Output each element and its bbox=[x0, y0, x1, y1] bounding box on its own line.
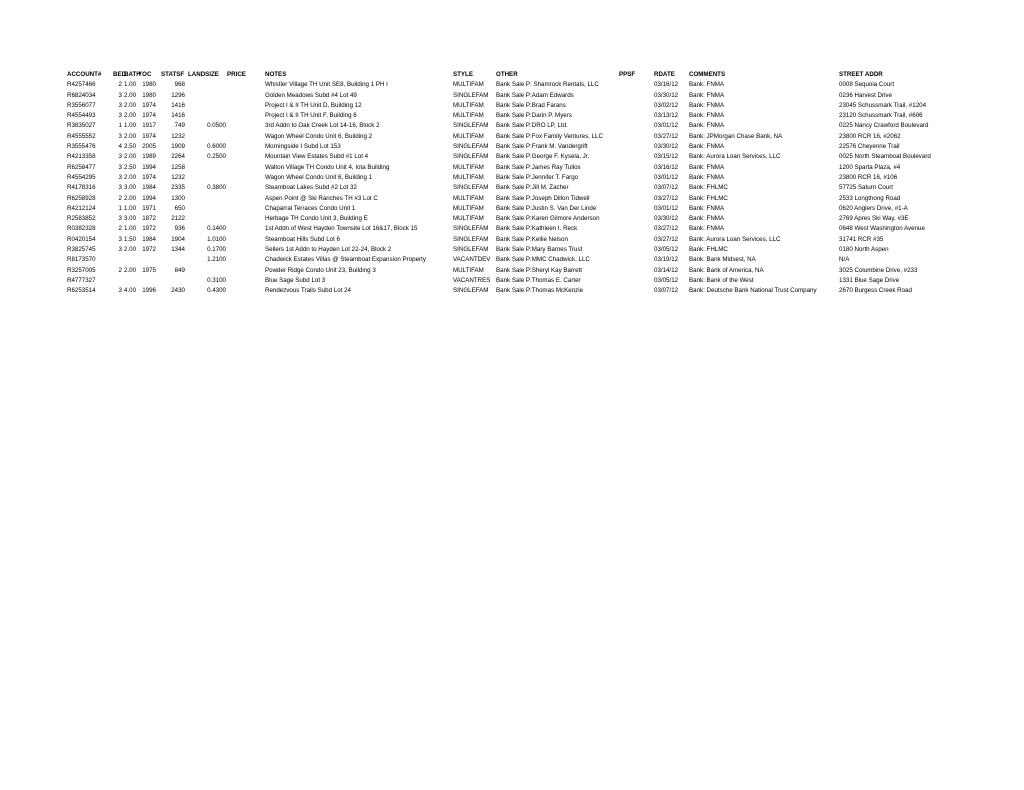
rdate-cell: 03/30/12 bbox=[654, 143, 679, 151]
statsf-cell: 1909 bbox=[171, 143, 185, 151]
bath-cell: 1.00 bbox=[124, 122, 137, 130]
notes-cell: Whistler Village TH Unit SE8, Building 1 PH I bbox=[265, 81, 388, 89]
other-cell: Bank Sale P:Thomas E. Carter bbox=[496, 276, 581, 284]
style-cell: SINGLEFAM bbox=[453, 184, 489, 192]
notes-cell: Wagon Wheel Condo Unit 6, Building 2 bbox=[265, 132, 373, 140]
yoc-cell: 1980 bbox=[142, 91, 156, 99]
style-cell: SINGLEFAM bbox=[453, 287, 489, 295]
statsf-cell: 1904 bbox=[171, 235, 185, 243]
style-cell: SINGLEFAM bbox=[453, 246, 489, 254]
yoc-cell: 1974 bbox=[142, 101, 156, 109]
account-cell: R0420154 bbox=[67, 235, 96, 243]
header-account: ACCOUNT# bbox=[67, 71, 102, 78]
account-cell: R4554295 bbox=[67, 173, 96, 181]
comments-cell: Bank: FHLMC bbox=[689, 246, 728, 254]
bed-cell: 3 bbox=[118, 91, 122, 99]
account-cell: R4178316 bbox=[67, 184, 96, 192]
bed-cell: 3 bbox=[118, 246, 122, 254]
yoc-cell: 1872 bbox=[142, 215, 156, 223]
bath-cell: 2.50 bbox=[124, 163, 137, 171]
bed-cell: 4 bbox=[118, 143, 122, 151]
other-cell: Bank Sale P:Kellie Nelson bbox=[496, 235, 568, 243]
account-cell: R4212124 bbox=[67, 204, 96, 212]
other-cell: Bank Sale P: Shamrock Rentals, LLC bbox=[496, 81, 599, 89]
other-cell: Bank Sale P:MMC Chadwick, LLC bbox=[496, 256, 590, 264]
bath-cell: 1.00 bbox=[124, 225, 137, 233]
bed-cell: 3 bbox=[118, 132, 122, 140]
notes-cell: Morningside I Subd Lot 153 bbox=[265, 143, 341, 151]
comments-cell: Bank: Bank Midsest, NA bbox=[689, 256, 756, 264]
landsize-cell: 0.0500 bbox=[207, 122, 226, 130]
account-cell: R4777327 bbox=[67, 276, 96, 284]
comments-cell: Bank: FNMA bbox=[689, 173, 725, 181]
rdate-cell: 03/01/12 bbox=[654, 122, 679, 130]
account-cell: R4213358 bbox=[67, 153, 96, 161]
rdate-cell: 03/27/12 bbox=[654, 235, 679, 243]
notes-cell: Chadwick Estates Villas @ Steamboat Expansion Property bbox=[265, 256, 426, 264]
landsize-cell: 0.3800 bbox=[207, 184, 226, 192]
other-cell: Bank Sale P:Sheryl Kay Barrett bbox=[496, 266, 582, 274]
header-ppsf: PPSF bbox=[619, 71, 636, 78]
header-rdate: RDATE bbox=[654, 71, 675, 78]
comments-cell: Bank: FNMA bbox=[689, 204, 725, 212]
account-cell: R8173570 bbox=[67, 256, 96, 264]
header-bath: BATH bbox=[124, 71, 141, 78]
statsf-cell: 849 bbox=[174, 266, 185, 274]
bed-cell: 3 bbox=[118, 163, 122, 171]
style-cell: MULTIFAM bbox=[453, 215, 484, 223]
bath-cell: 2.00 bbox=[124, 153, 137, 161]
comments-cell: Bank: FHLMC bbox=[689, 194, 728, 202]
street-cell: 0648 West Washington Avenue bbox=[839, 225, 925, 233]
style-cell: SINGLEFAM bbox=[453, 143, 489, 151]
bath-cell: 1.00 bbox=[124, 81, 137, 89]
bath-cell: 2.00 bbox=[124, 194, 137, 202]
notes-cell: Golden Meadows Subd #4 Lot 49 bbox=[265, 91, 357, 99]
account-cell: R6824034 bbox=[67, 91, 96, 99]
landsize-cell: 0.1400 bbox=[207, 225, 226, 233]
street-cell: 1331 Blue Sage Drive bbox=[839, 276, 900, 284]
style-cell: SINGLEFAM bbox=[453, 225, 489, 233]
statsf-cell: 749 bbox=[174, 122, 185, 130]
landsize-cell: 0.1700 bbox=[207, 246, 226, 254]
street-cell: 23045 Schussmark Trail, #1204 bbox=[839, 101, 927, 109]
street-cell: 2769 Apres Ski Way, #3E bbox=[839, 215, 909, 223]
statsf-cell: 2122 bbox=[171, 215, 185, 223]
account-cell: R4554493 bbox=[67, 112, 96, 120]
yoc-cell: 1917 bbox=[142, 122, 156, 130]
bed-cell: 3 bbox=[118, 287, 122, 295]
comments-cell: Bank: FNMA bbox=[689, 163, 725, 171]
notes-cell: Rendezvous Trails Subd Lot 24 bbox=[265, 287, 351, 295]
yoc-cell: 1996 bbox=[142, 287, 156, 295]
statsf-cell: 1232 bbox=[171, 173, 185, 181]
statsf-cell: 1416 bbox=[171, 101, 185, 109]
header-statsf: STATSF bbox=[161, 71, 185, 78]
bath-cell: 2.00 bbox=[124, 132, 137, 140]
landsize-cell: 0.6000 bbox=[207, 143, 226, 151]
yoc-cell: 1984 bbox=[142, 235, 156, 243]
yoc-cell: 1994 bbox=[142, 194, 156, 202]
account-cell: R6258928 bbox=[67, 194, 96, 202]
bed-cell: 3 bbox=[118, 235, 122, 243]
notes-cell: Wagon Wheel Condo Unit 6, Building 1 bbox=[265, 173, 373, 181]
street-cell: 0180 North Aspen bbox=[839, 246, 889, 254]
yoc-cell: 1984 bbox=[142, 184, 156, 192]
street-cell: 23120 Schussmark Trail, #606 bbox=[839, 112, 923, 120]
notes-cell: Steamboat Hills Subd Lot 6 bbox=[265, 235, 340, 243]
style-cell: MULTIFAM bbox=[453, 112, 484, 120]
comments-cell: Bank: FNMA bbox=[689, 91, 725, 99]
statsf-cell: 936 bbox=[174, 225, 185, 233]
header-price: PRICE bbox=[227, 71, 246, 78]
notes-cell: Walton Village TH Condo Unit 4, Iota Building bbox=[265, 163, 390, 171]
notes-cell: Blue Sage Subd Lot 3 bbox=[265, 276, 326, 284]
style-cell: MULTIFAM bbox=[453, 81, 484, 89]
yoc-cell: 1972 bbox=[142, 225, 156, 233]
bed-cell: 2 bbox=[118, 194, 122, 202]
bed-cell: 3 bbox=[118, 101, 122, 109]
account-cell: R4257466 bbox=[67, 81, 96, 89]
notes-cell: Project I & II TH Unit F, Building 6 bbox=[265, 112, 357, 120]
rdate-cell: 03/07/12 bbox=[654, 184, 679, 192]
comments-cell: Bank: Aurora Loan Services, LLC bbox=[689, 235, 781, 243]
header-other: OTHER bbox=[496, 71, 518, 78]
style-cell: VACANTRES bbox=[453, 276, 491, 284]
street-cell: 31741 RCR #35 bbox=[839, 235, 884, 243]
landsize-cell: 1.2100 bbox=[207, 256, 226, 264]
yoc-cell: 1980 bbox=[142, 81, 156, 89]
landsize-cell: 1.0100 bbox=[207, 235, 226, 243]
header-street: STREET ADDR bbox=[839, 71, 883, 78]
comments-cell: Bank: Bank of America, NA bbox=[689, 266, 764, 274]
bath-cell: 3.00 bbox=[124, 215, 137, 223]
account-cell: R3257005 bbox=[67, 266, 96, 274]
rdate-cell: 03/30/12 bbox=[654, 215, 679, 223]
other-cell: Bank Sale P:Fox Family Ventures, LLC bbox=[496, 132, 603, 140]
other-cell: Bank Sale P:Joseph Dillon Tidwell bbox=[496, 194, 590, 202]
bath-cell: 1.00 bbox=[124, 204, 137, 212]
comments-cell: Bank: Bank of the West bbox=[689, 276, 754, 284]
street-cell: 23800 RCR 16, #106 bbox=[839, 173, 898, 181]
account-cell: R6258477 bbox=[67, 163, 96, 171]
rdate-cell: 03/14/12 bbox=[654, 266, 679, 274]
comments-cell: Bank: FNMA bbox=[689, 215, 725, 223]
other-cell: Bank Sale P:Justin S. Van Der Linde bbox=[496, 204, 597, 212]
other-cell: Bank Sale P:Karen Gilmore Anderson bbox=[496, 215, 600, 223]
account-cell: R3835027 bbox=[67, 122, 96, 130]
notes-cell: Steamboat Lakes Subd #2 Lot 32 bbox=[265, 184, 357, 192]
header-comments: COMMENTS bbox=[689, 71, 726, 78]
notes-cell: Sellers 1st Addn to Hayden Lot 22-24, Block 2 bbox=[265, 246, 392, 254]
header-landsize: LANDSIZE bbox=[188, 71, 219, 78]
other-cell: Bank Sale P:DRO LP, Ltd. bbox=[496, 122, 568, 130]
statsf-cell: 1296 bbox=[171, 91, 185, 99]
street-cell: 1200 Sparta Plaza, #4 bbox=[839, 163, 901, 171]
bed-cell: 2 bbox=[118, 81, 122, 89]
rdate-cell: 03/01/12 bbox=[654, 173, 679, 181]
notes-cell: 1st Addn of West Hayden Townsite Lot 16&17, Block 15 bbox=[265, 225, 418, 233]
statsf-cell: 650 bbox=[174, 204, 185, 212]
bath-cell: 2.00 bbox=[124, 112, 137, 120]
account-cell: R3555476 bbox=[67, 143, 96, 151]
bed-cell: 3 bbox=[118, 112, 122, 120]
rdate-cell: 03/01/12 bbox=[654, 204, 679, 212]
statsf-cell: 1416 bbox=[171, 112, 185, 120]
bed-cell: 1 bbox=[118, 122, 122, 130]
comments-cell: Bank: JPMorgan Chase Bank, NA bbox=[689, 132, 783, 140]
other-cell: Bank Sale P:Jill M. Zacher bbox=[496, 184, 569, 192]
style-cell: SINGLEFAM bbox=[453, 122, 489, 130]
other-cell: Bank Sale P:Adam Edwards bbox=[496, 91, 574, 99]
street-cell: 3025 Columbine Drive, #233 bbox=[839, 266, 918, 274]
street-cell: 23800 RCR 16, #2062 bbox=[839, 132, 901, 140]
street-cell: 57725 Saturn Court bbox=[839, 184, 894, 192]
comments-cell: Bank: Aurora Loan Services, LLC bbox=[689, 153, 781, 161]
bath-cell: 2.50 bbox=[124, 143, 137, 151]
comments-cell: Bank: FNMA bbox=[689, 81, 725, 89]
bath-cell: 2.00 bbox=[124, 101, 137, 109]
comments-cell: Bank: FHLMC bbox=[689, 184, 728, 192]
style-cell: VACANTDEV bbox=[453, 256, 491, 264]
style-cell: SINGLEFAM bbox=[453, 235, 489, 243]
street-cell: 0008 Sequoia Court bbox=[839, 81, 895, 89]
other-cell: Bank Sale P:Darin P. Myers bbox=[496, 112, 572, 120]
bath-cell: 2.00 bbox=[124, 266, 137, 274]
yoc-cell: 1974 bbox=[142, 173, 156, 181]
account-cell: R3825745 bbox=[67, 246, 96, 254]
rdate-cell: 03/02/12 bbox=[654, 101, 679, 109]
street-cell: 22576 Cheyenne Trail bbox=[839, 143, 900, 151]
rdate-cell: 03/07/12 bbox=[654, 287, 679, 295]
header-bed: BED bbox=[113, 71, 127, 78]
bed-cell: 2 bbox=[118, 266, 122, 274]
yoc-cell: 1975 bbox=[142, 266, 156, 274]
statsf-cell: 968 bbox=[174, 81, 185, 89]
style-cell: MULTIFAM bbox=[453, 132, 484, 140]
rdate-cell: 03/05/12 bbox=[654, 246, 679, 254]
rdate-cell: 03/16/12 bbox=[654, 81, 679, 89]
street-cell: 0225 Nancy Crawford Boulevard bbox=[839, 122, 929, 130]
notes-cell: Project I & II TH Unit D, Building 12 bbox=[265, 101, 362, 109]
rdate-cell: 03/27/12 bbox=[654, 194, 679, 202]
style-cell: MULTIFAM bbox=[453, 101, 484, 109]
statsf-cell: 2335 bbox=[171, 184, 185, 192]
notes-cell: 3rd Addn to Oak Creek Lot 14-16, Block 2 bbox=[265, 122, 380, 130]
style-cell: MULTIFAM bbox=[453, 173, 484, 181]
statsf-cell: 1300 bbox=[171, 194, 185, 202]
bed-cell: 3 bbox=[118, 173, 122, 181]
header-style: STYLE bbox=[453, 71, 473, 78]
header-yoc: YOC bbox=[138, 71, 152, 78]
street-cell: 2533 Longthong Road bbox=[839, 194, 901, 202]
landsize-cell: 0.2500 bbox=[207, 153, 226, 161]
rdate-cell: 03/15/12 bbox=[654, 153, 679, 161]
landsize-cell: 0.4300 bbox=[207, 287, 226, 295]
bed-cell: 3 bbox=[118, 184, 122, 192]
account-cell: R4555552 bbox=[67, 132, 96, 140]
notes-cell: Herbage TH Condo Unit 3, Building E bbox=[265, 215, 368, 223]
style-cell: MULTIFAM bbox=[453, 194, 484, 202]
street-cell: 0620 Anglers Drive, #1-A bbox=[839, 204, 908, 212]
street-cell: 2670 Burgess Creek Road bbox=[839, 287, 912, 295]
yoc-cell: 1994 bbox=[142, 163, 156, 171]
other-cell: Bank Sale P:Brad Farans bbox=[496, 101, 566, 109]
style-cell: MULTIFAM bbox=[453, 266, 484, 274]
comments-cell: Bank: FNMA bbox=[689, 112, 725, 120]
comments-cell: Bank: FNMA bbox=[689, 225, 725, 233]
comments-cell: Bank: Deutsche Bank National Trust Company bbox=[689, 287, 817, 295]
bath-cell: 1.50 bbox=[124, 235, 137, 243]
yoc-cell: 1974 bbox=[142, 132, 156, 140]
header-notes: NOTES bbox=[265, 71, 287, 78]
style-cell: MULTIFAM bbox=[453, 204, 484, 212]
rdate-cell: 03/27/12 bbox=[654, 132, 679, 140]
bed-cell: 3 bbox=[118, 215, 122, 223]
account-cell: R2583852 bbox=[67, 215, 96, 223]
rdate-cell: 03/19/12 bbox=[654, 256, 679, 264]
other-cell: Bank Sale P:Mary Barnes Trust bbox=[496, 246, 583, 254]
bath-cell: 4.00 bbox=[124, 287, 137, 295]
comments-cell: Bank: FNMA bbox=[689, 143, 725, 151]
notes-cell: Powder Ridge Condo Unit 23, Building 3 bbox=[265, 266, 376, 274]
other-cell: Bank Sale P:George F. Kysela, Jr. bbox=[496, 153, 590, 161]
yoc-cell: 1972 bbox=[142, 246, 156, 254]
bed-cell: 1 bbox=[118, 204, 122, 212]
rdate-cell: 03/16/12 bbox=[654, 163, 679, 171]
bath-cell: 3.00 bbox=[124, 184, 137, 192]
account-cell: R3556077 bbox=[67, 101, 96, 109]
yoc-cell: 2005 bbox=[142, 143, 156, 151]
account-cell: R6253514 bbox=[67, 287, 96, 295]
style-cell: SINGLEFAM bbox=[453, 153, 489, 161]
bath-cell: 2.00 bbox=[124, 246, 137, 254]
other-cell: Bank Sale P:Thomas McKenzie bbox=[496, 287, 584, 295]
rdate-cell: 03/05/12 bbox=[654, 276, 679, 284]
bed-cell: 3 bbox=[118, 153, 122, 161]
statsf-cell: 1232 bbox=[171, 132, 185, 140]
bath-cell: 2.00 bbox=[124, 173, 137, 181]
yoc-cell: 1989 bbox=[142, 153, 156, 161]
other-cell: Bank Sale P:Jennifer T. Fargo bbox=[496, 173, 579, 181]
other-cell: Bank Sale P:Frank M. Vandergrift bbox=[496, 143, 588, 151]
style-cell: SINGLEFAM bbox=[453, 91, 489, 99]
bath-cell: 2.00 bbox=[124, 91, 137, 99]
statsf-cell: 2264 bbox=[171, 153, 185, 161]
comments-cell: Bank: FNMA bbox=[689, 122, 725, 130]
street-cell: N/A bbox=[839, 256, 850, 264]
rdate-cell: 03/30/12 bbox=[654, 91, 679, 99]
statsf-cell: 2430 bbox=[171, 287, 185, 295]
yoc-cell: 1971 bbox=[142, 204, 156, 212]
other-cell: Bank Sale P:Kathleen I. Reck bbox=[496, 225, 578, 233]
style-cell: MULTIFAM bbox=[453, 163, 484, 171]
rdate-cell: 03/13/12 bbox=[654, 112, 679, 120]
street-cell: 0236 Harvest Drive bbox=[839, 91, 892, 99]
bed-cell: 2 bbox=[118, 225, 122, 233]
rdate-cell: 03/27/12 bbox=[654, 225, 679, 233]
notes-cell: Chaparral Terraces Condo Unit 1 bbox=[265, 204, 356, 212]
street-cell: 0025 North Steamboat Boulevard bbox=[839, 153, 931, 161]
notes-cell: Mountain View Estates Subd #1 Lot 4 bbox=[265, 153, 369, 161]
notes-cell: Aspen Point @ Ski Ranches TH #3 Lot C bbox=[265, 194, 378, 202]
statsf-cell: 1344 bbox=[171, 246, 185, 254]
statsf-cell: 1258 bbox=[171, 163, 185, 171]
other-cell: Bank Sale P:James Ray Tullos bbox=[496, 163, 581, 171]
landsize-cell: 0.3100 bbox=[207, 276, 226, 284]
comments-cell: Bank: FNMA bbox=[689, 101, 725, 109]
yoc-cell: 1974 bbox=[142, 112, 156, 120]
account-cell: R0382328 bbox=[67, 225, 96, 233]
